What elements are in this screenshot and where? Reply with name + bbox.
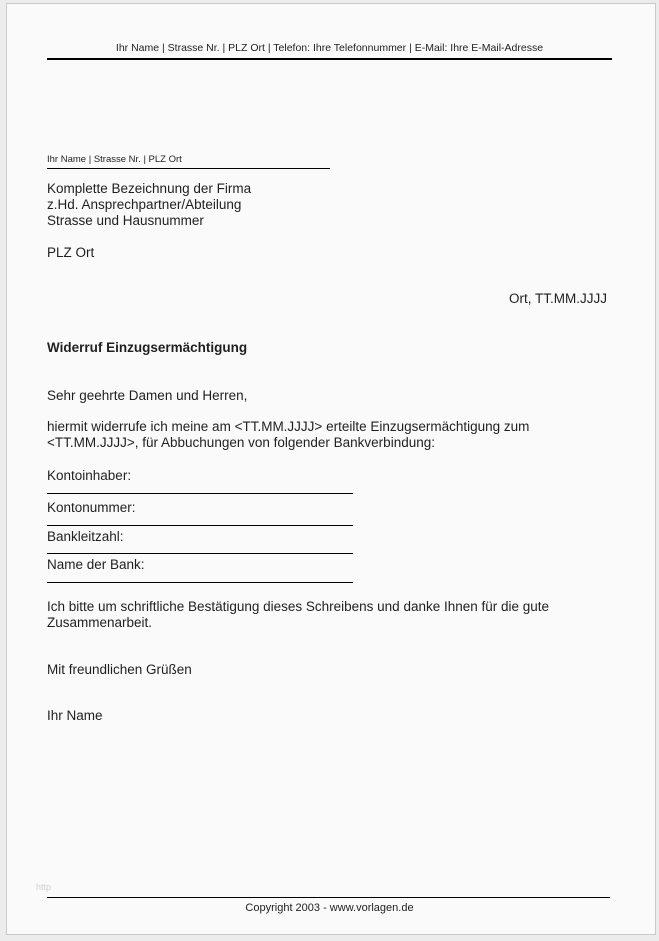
field-kontonummer: [47, 500, 353, 526]
footer-divider: [47, 897, 610, 898]
letterhead-contact-line: Ihr Name | Strasse Nr. | PLZ Ort | Telefon: Ihre Telefonnummer | E-Mail: Ihre E-Mail-Adresse: [47, 42, 612, 60]
recipient-company: Komplette Bezeichnung der Firma: [47, 181, 252, 196]
body-paragraph: [47, 419, 529, 451]
body-paragraph-line1: hiermit widerrufe ich meine am <TT.MM.JJJJ> erteilte Einzugsermächtigung zum: [47, 419, 530, 434]
field-kontonummer-label: Kontonummer:: [47, 500, 136, 515]
field-bankleitzahl-label: Bankleitzahl:: [47, 529, 124, 544]
date-line: Ort, TT.MM.JJJJ: [509, 291, 607, 306]
closing-paragraph-line1: Ich bitte um schriftliche Bestätigung dieses Schreibens und danke Ihnen für die gute: [47, 599, 550, 614]
body-paragraph-line2: <TT.MM.JJJJ>, für Abbuchungen von folgender Bankverbindung:: [47, 435, 435, 450]
closing-paragraph: [47, 599, 549, 631]
salutation: Sehr geehrte Damen und Herren,: [47, 388, 248, 403]
signature-name: Ihr Name: [47, 708, 103, 723]
field-bankleitzahl: [47, 529, 353, 554]
sender-address-line: Ihr Name | Strasse Nr. | PLZ Ort: [47, 154, 330, 169]
field-name-der-bank-label: Name der Bank:: [47, 557, 145, 572]
field-name-der-bank: [47, 557, 353, 583]
recipient-city: PLZ Ort: [47, 245, 95, 260]
subject-line: Widerruf Einzugsermächtigung: [47, 340, 248, 355]
recipient-contact: z.Hd. Ansprechpartner/Abteilung: [47, 197, 242, 212]
recipient-street: Strasse und Hausnummer: [47, 213, 204, 228]
field-kontoinhaber-label: Kontoinhaber:: [47, 468, 132, 483]
recipient-address-block: [47, 181, 251, 261]
closing-paragraph-line2: Zusammenarbeit.: [47, 615, 153, 630]
watermark-artifact: http: [36, 882, 52, 892]
footer-copyright: Copyright 2003 - www.vorlagen.de: [245, 902, 414, 914]
field-kontoinhaber: [47, 468, 353, 494]
closing-regards: Mit freundlichen Grüßen: [47, 662, 192, 677]
